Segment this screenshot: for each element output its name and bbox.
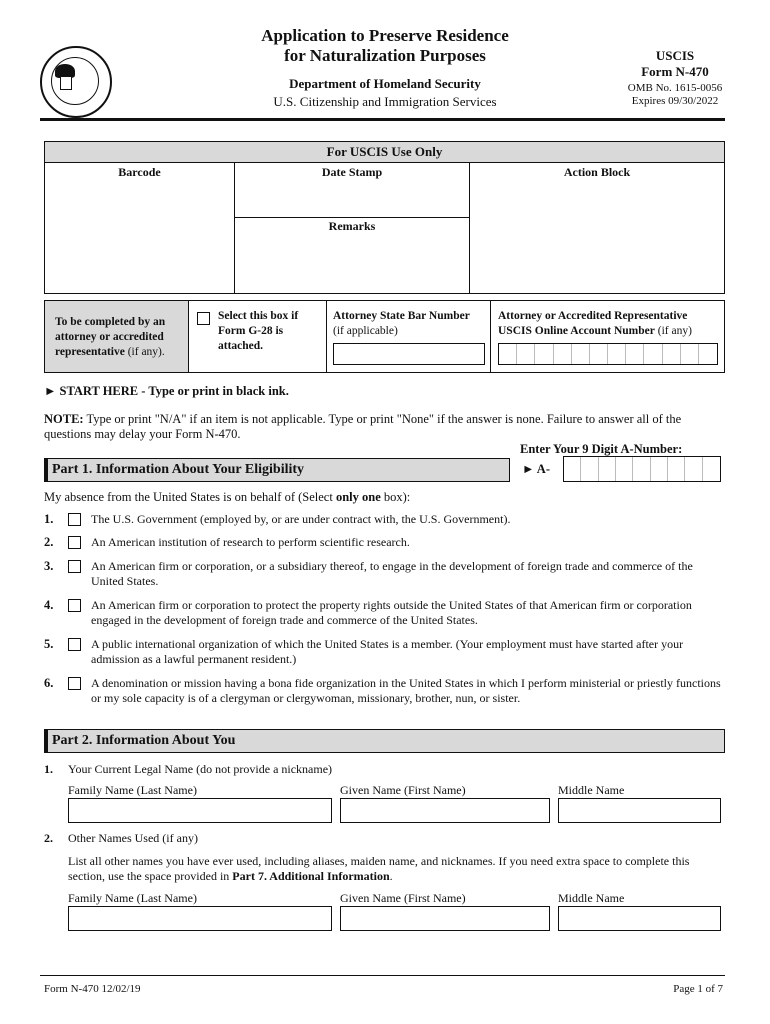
form-agency: USCIS (655, 48, 695, 63)
eligibility-item-text: The U.S. Government (employed by, or are under contract with, the U.S. Government). (91, 512, 511, 526)
q1-number: 1. (44, 762, 53, 776)
part1-intro-bold: only one (335, 490, 381, 504)
header-rule (40, 118, 725, 121)
uscis-use-only-box (44, 141, 725, 294)
form-title-line1: Application to Preserve Residence (261, 26, 509, 45)
other-family-name-label: Family Name (Last Name) (68, 891, 197, 905)
eligibility-item-number: 5. (44, 637, 54, 651)
eligibility-item-number: 3. (44, 559, 54, 573)
date-stamp-label: Date Stamp (321, 165, 383, 179)
q2-instructions-a: List all other names you have ever used, including aliases, maiden name, and nicknames. If you need extra space to complete this section, use the space provided in (68, 854, 690, 883)
start-here: ► START HERE - Type or print in black ink. (44, 384, 289, 398)
part2-header (44, 729, 725, 753)
part1-title: Part 1. Information About Your Eligibility (52, 462, 305, 477)
department-name: Department of Homeland Security (289, 76, 481, 91)
other-middle-name-input[interactable] (558, 906, 721, 931)
bar-number-note: (if applicable) (333, 325, 398, 337)
middle-name-label: Middle Name (558, 783, 625, 797)
eligibility-checkbox-5[interactable] (68, 638, 81, 651)
q2-number: 2. (44, 831, 53, 845)
form-title (220, 26, 550, 66)
eligibility-item-text: An American firm or corporation, or a subsidiary thereof, to engage in the development of foreign trade and commerce of the United States. (91, 559, 693, 588)
account-number-note: (if any) (654, 325, 692, 337)
account-number-input[interactable] (498, 343, 718, 365)
a-number-input[interactable] (563, 456, 721, 482)
divider (234, 217, 470, 218)
expiration-date: Expires 09/30/2022 (631, 95, 719, 107)
given-name-label: Given Name (First Name) (340, 783, 466, 797)
footer-form-id: Form N-470 12/02/19 (44, 983, 141, 995)
eligibility-item-number: 2. (44, 535, 54, 549)
q2-text: Other Names Used (if any) (68, 831, 198, 845)
omb-number: OMB No. 1615-0056 (627, 82, 723, 94)
part1-intro-b: box): (380, 490, 411, 504)
form-title-line2: for Naturalization Purposes (284, 46, 486, 65)
bar-number-title: Attorney State Bar Number (333, 310, 470, 322)
family-name-label: Family Name (Last Name) (68, 783, 197, 797)
eligibility-item-number: 6. (44, 676, 54, 690)
eligibility-item-text: An American firm or corporation to protect the property rights outside the United States of that American firm or corporation engaged in the development of foreign trade and commerce of the United States. (91, 598, 692, 627)
q2-instructions (68, 854, 723, 884)
eligibility-checkbox-1[interactable] (68, 513, 81, 526)
eligibility-checkbox-2[interactable] (68, 536, 81, 549)
other-family-name-input[interactable] (68, 906, 332, 931)
part2-title: Part 2. Information About You (52, 733, 236, 748)
form-number: Form N-470 (641, 64, 709, 79)
eligibility-item-text: An American institution of research to perform scientific research. (91, 535, 410, 549)
given-name-input[interactable] (340, 798, 550, 823)
bar-number-input[interactable] (333, 343, 485, 365)
part1-header (44, 458, 510, 482)
g28-checkbox[interactable] (197, 312, 210, 325)
remarks-label: Remarks (328, 219, 376, 233)
divider (469, 162, 470, 293)
eligibility-checkbox-4[interactable] (68, 599, 81, 612)
footer-rule (40, 975, 725, 976)
eligibility-checkbox-3[interactable] (68, 560, 81, 573)
divider (326, 301, 327, 372)
agency-name: U.S. Citizenship and Immigration Services (273, 94, 497, 109)
family-name-input[interactable] (68, 798, 332, 823)
eligibility-item-text: A public international organization of which the United States is a member. (Your employment must have started after your admission as a lawful permanent resident.) (91, 637, 684, 666)
q1-text: Your Current Legal Name (do not provide a nickname) (68, 762, 333, 776)
eligibility-item-text: A denomination or mission having a bona fide organization in the United States in which I perform ministerial or priestly functions or my sole capacity is of a clergyman or clergywoman, missionary, brother, nun, or sister. (91, 676, 721, 705)
other-middle-name-label: Middle Name (558, 891, 625, 905)
attorney-label-suffix: (if any). (124, 346, 165, 358)
a-number-label: Enter Your 9 Digit A-Number: (520, 442, 683, 456)
q2-instructions-b: . (389, 869, 393, 883)
g28-label: Select this box if Form G-28 is attached. (218, 310, 299, 352)
part1-intro (44, 490, 410, 505)
barcode-label: Barcode (118, 165, 161, 179)
other-given-name-label: Given Name (First Name) (340, 891, 466, 905)
eligibility-item-number: 4. (44, 598, 54, 612)
divider (490, 301, 491, 372)
page-number: Page 1 of 7 (673, 983, 723, 995)
a-number-prefix: ► A- (522, 462, 550, 476)
note-text: Type or print "N/A" if an item is not applicable. Type or print "None" if the answer is none. Failure to answer all of the questions may delay your Form N-470. (44, 412, 682, 441)
action-block-label: Action Block (563, 165, 631, 179)
dhs-seal-icon (40, 46, 112, 118)
eligibility-checkbox-6[interactable] (68, 677, 81, 690)
uscis-use-only-title: For USCIS Use Only (45, 142, 724, 163)
note (44, 412, 725, 442)
middle-name-input[interactable] (558, 798, 721, 823)
note-label: NOTE: (44, 412, 84, 426)
other-given-name-input[interactable] (340, 906, 550, 931)
account-number-title-text: Attorney or Accredited Representative USCIS Online Account Number (498, 310, 688, 337)
attorney-box (44, 300, 725, 373)
eligibility-item-number: 1. (44, 512, 54, 526)
q2-instructions-bold: Part 7. Additional Information (232, 869, 390, 883)
account-number-title (498, 309, 723, 339)
attorney-label-text: To be completed by an attorney or accredited representative (55, 316, 166, 358)
attorney-label (55, 315, 183, 360)
part1-intro-a: My absence from the United States is on behalf of (Select (44, 490, 336, 504)
